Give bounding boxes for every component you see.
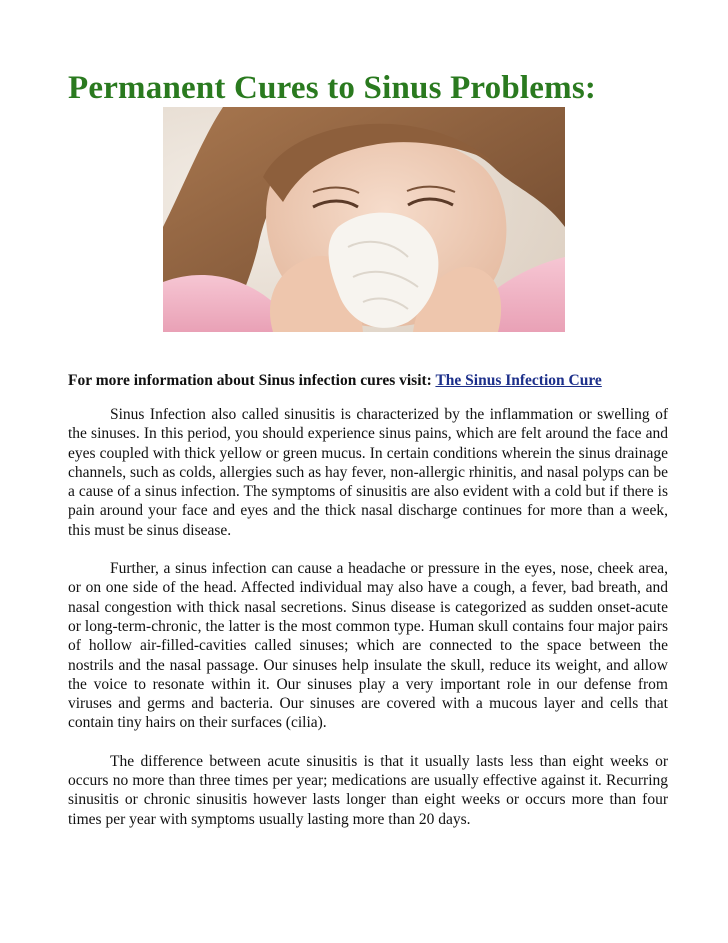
info-text: For more information about Sinus infection cures visit: (68, 372, 432, 389)
paragraph-3: The difference between acute sinusitis is that it usually lasts less than eight weeks or occurs no more than three times per year; medications are usually effective against it. Recurring sinusitis or chronic sinusitis however lasts longer than eight weeks or occurs more than four times per year with symptoms usually lasting more than 20 days. (68, 752, 668, 828)
paragraph-2: Further, a sinus infection can cause a headache or pressure in the eyes, nose, cheek area, or on one side of the head. Affected individual may also have a cough, a fever, bad breath, and nasal congestion with thick nasal secretions. Sinus disease is categorized as sudden onset-acute or long-term-chronic, the latter is the most common type. Human skull contains four major pairs of hollow air-filled-cavities called sinuses; which are connected to the space between the nostrils and the nasal passage. Our sinuses help insulate the skull, reduce its weight, and allow the voice to resonate within it. Our sinuses play a very important role in our defense from viruses and germs and bacteria. Our sinuses are covered with a mucous layer and cells that contain tiny hairs on their surfaces (cilia). (68, 560, 668, 732)
child-blowing-nose-photo (163, 107, 565, 332)
paragraph-1: Sinus Infection also called sinusitis is characterized by the inflammation or swelling of the sinuses. In this period, you should experience sinus pains, which are felt around the face and eyes coupled with thick yellow or green mucus. In certain conditions wherein the sinus drainage channels, such as colds, allergies such as hay fever, non-allergic rhinitis, and nasal polyps can be a cause of a sinus infection. The symptoms of sinusitis are also evident with a cold but if there is pain around your face and eyes and the thick nasal discharge continues for more than a week, this must be sinus disease. (68, 406, 668, 539)
sinus-infection-cure-link[interactable]: The Sinus Infection Cure (435, 372, 602, 389)
article-body (68, 405, 668, 848)
info-line (68, 372, 602, 390)
page-title: Permanent Cures to Sinus Problems: (68, 70, 597, 106)
